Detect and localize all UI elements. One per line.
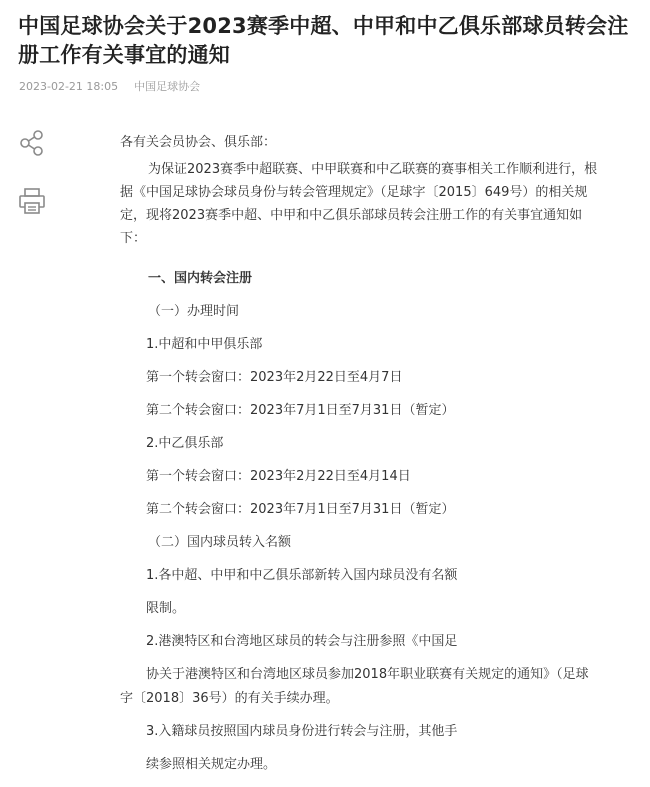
greeting: 各有关会员协会、俱乐部：	[120, 135, 277, 150]
article-source[interactable]: 中国足球协会	[134, 80, 201, 93]
transfer-window-line: 第二个转会窗口：2023年7月1日至7月31日（暂定）	[146, 403, 455, 418]
article-meta	[19, 79, 200, 95]
share-icon[interactable]	[17, 128, 47, 158]
rule-line: 字〔2018〕36号）的有关手续办理。	[120, 691, 339, 706]
article-title: 中国足球协会关于2023赛季中超、中甲和中乙俱乐部球员转会注册工作有关事宜的通知	[18, 14, 629, 67]
section-heading-1: 一、国内转会注册	[148, 271, 253, 286]
rule-line: 协关于港澳特区和台湾地区球员参加2018年职业联赛有关规定的通知》（足球	[146, 667, 589, 682]
transfer-window-line: 第二个转会窗口：2023年7月1日至7月31日（暂定）	[146, 502, 455, 517]
rule-line: 续参照相关规定办理。	[146, 757, 277, 772]
intro-paragraph: 为保证2023赛季中超联赛、中甲联赛和中乙联赛的赛事相关工作顺利进行，根据《中国足球协会球员身份与转会管理规定》（足球字〔2015〕649号）的相关规定，现将2023赛季中超、中甲和中乙俱乐部球员转会注册工作的有关事宜通知如下：	[120, 162, 598, 246]
list-item: 2.中乙俱乐部	[146, 436, 224, 451]
rule-line: 3.入籍球员按照国内球员身份进行转会与注册，其他手	[146, 724, 458, 739]
list-item: 1.中超和中甲俱乐部	[146, 337, 263, 352]
subsection-heading-2: （二）国内球员转入名额	[148, 535, 292, 550]
print-icon[interactable]	[17, 186, 47, 216]
rule-line: 1.各中超、中甲和中乙俱乐部新转入国内球员没有名额	[146, 568, 458, 583]
rule-line: 2.港澳特区和台湾地区球员的转会与注册参照《中国足	[146, 634, 458, 649]
transfer-window-line: 第一个转会窗口：2023年2月22日至4月14日	[146, 469, 411, 484]
subsection-heading-1: （一）办理时间	[148, 304, 240, 319]
transfer-window-line: 第一个转会窗口：2023年2月22日至4月7日	[146, 370, 403, 385]
rule-line: 限制。	[146, 601, 186, 616]
publish-date: 2023-02-21 18:05	[19, 80, 119, 93]
